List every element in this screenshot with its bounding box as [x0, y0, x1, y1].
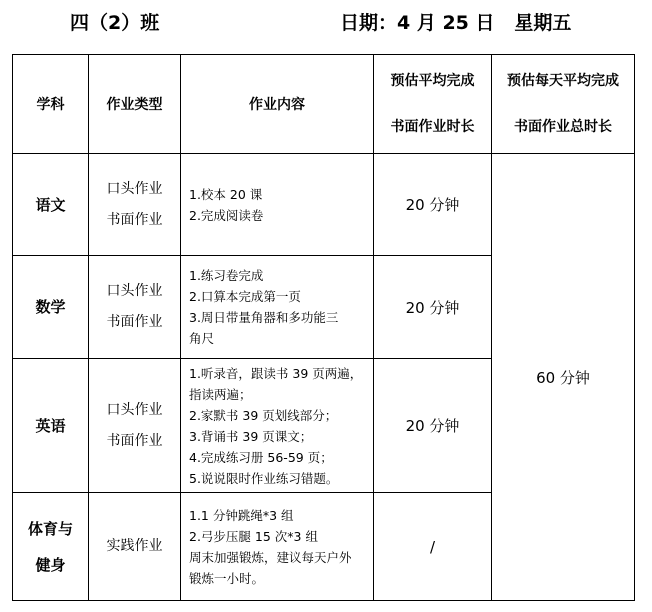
table-header-row — [13, 55, 635, 154]
time-cell: 20 分钟 — [374, 154, 492, 256]
header-content: 作业内容 — [181, 55, 374, 154]
date-heading — [340, 6, 571, 40]
class-title: 四（2）班 — [70, 12, 160, 34]
header-type: 作业类型 — [89, 55, 181, 154]
type-cell: 口头作业 书面作业 — [89, 256, 181, 359]
subject-cell: 体育与 健身 — [13, 493, 89, 601]
table-row — [13, 154, 635, 256]
subject-cell: 数学 — [13, 256, 89, 359]
content-cell: 1.练习卷完成 2.口算本完成第一页 3.周日带量角器和多功能三 角尺 — [181, 256, 374, 359]
type-cell: 实践作业 — [89, 493, 181, 601]
homework-table — [12, 54, 635, 601]
subject-cell: 英语 — [13, 359, 89, 493]
subject-cell: 语文 — [13, 154, 89, 256]
date-label: 日期：4 月 25 日 — [340, 12, 495, 34]
time-cell: / — [374, 493, 492, 601]
header-avg-time: 预估平均完成 书面作业时长 — [374, 55, 492, 154]
header-total-time: 预估每天平均完成 书面作业总时长 — [492, 55, 635, 154]
content-cell: 1.1 分钟跳绳*3 组 2.弓步压腿 15 次*3 组 周末加强锻炼，建议每天户外 锻炼一小时。 — [181, 493, 374, 601]
total-time-cell: 60 分钟 — [492, 154, 635, 601]
weekday-label: 星期五 — [514, 12, 572, 34]
time-cell: 20 分钟 — [374, 359, 492, 493]
type-cell: 口头作业 书面作业 — [89, 154, 181, 256]
content-cell: 1.听录音，跟读书 39 页两遍， 指读两遍； 2.家默书 39 页划线部分； 3.背诵书 39 页课文； 4.完成练习册 56-59 页； 5.说说限时作业练习错题。 — [181, 359, 374, 493]
time-cell: 20 分钟 — [374, 256, 492, 359]
header-subject: 学科 — [13, 55, 89, 154]
type-cell: 口头作业 书面作业 — [89, 359, 181, 493]
content-cell: 1.校本 20 课 2.完成阅读卷 — [181, 154, 374, 256]
